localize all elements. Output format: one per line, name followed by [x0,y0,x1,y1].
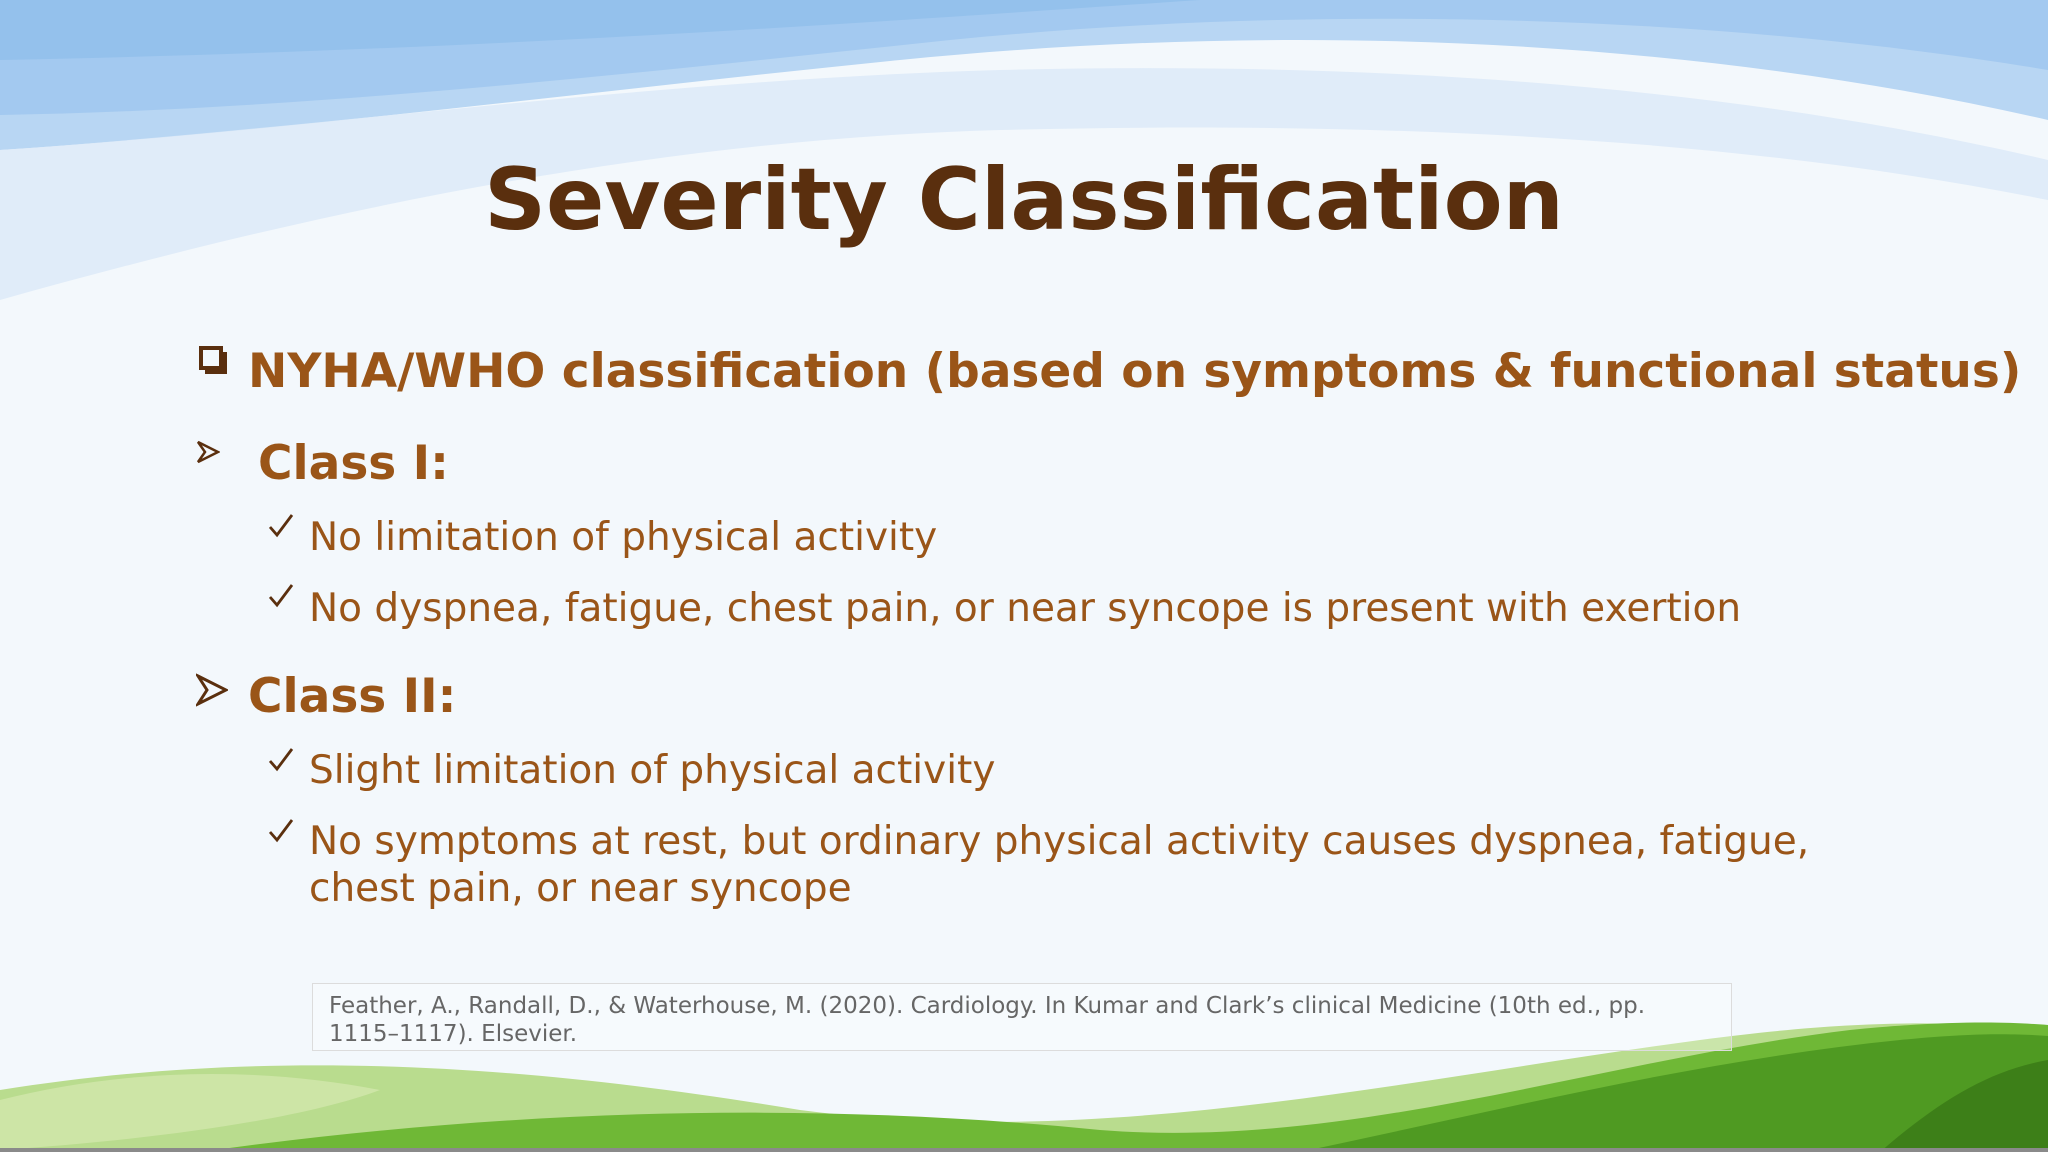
reference-citation: Feather, A., Randall, D., & Waterhouse, M. (2020). Cardiology. In Kumar and Clark’s clinical Medicine (10th ed., pp. 1115–1117). Elsevier. [312,983,1732,1051]
checkmark-icon [267,512,295,544]
checkmark-icon [267,746,295,778]
slide-title: Severity Classification [484,150,1564,250]
square-bullet-icon [199,346,223,370]
arrowhead-bullet-icon [196,438,220,470]
class-2-point-2: No symptoms at rest, but ordinary physical activity causes dyspnea, fatigue, chest pain, or near syncope [309,819,1810,911]
class-1-point-2: No dyspnea, fatigue, chest pain, or near syncope is present with exertion [309,586,1742,631]
checkmark-icon [267,582,295,614]
class-2-point-1: Slight limitation of physical activity [309,748,996,793]
class-1-point-1: No limitation of physical activity [309,515,938,560]
bottom-edge [0,1148,2048,1152]
arrowhead-bullet-icon [196,672,228,712]
classification-heading: NYHA/WHO classification (based on symptoms & functional status) [248,344,2022,399]
checkmark-icon [267,817,295,849]
class-1-label: Class I: [258,436,449,491]
class-2-label: Class II: [248,669,457,724]
